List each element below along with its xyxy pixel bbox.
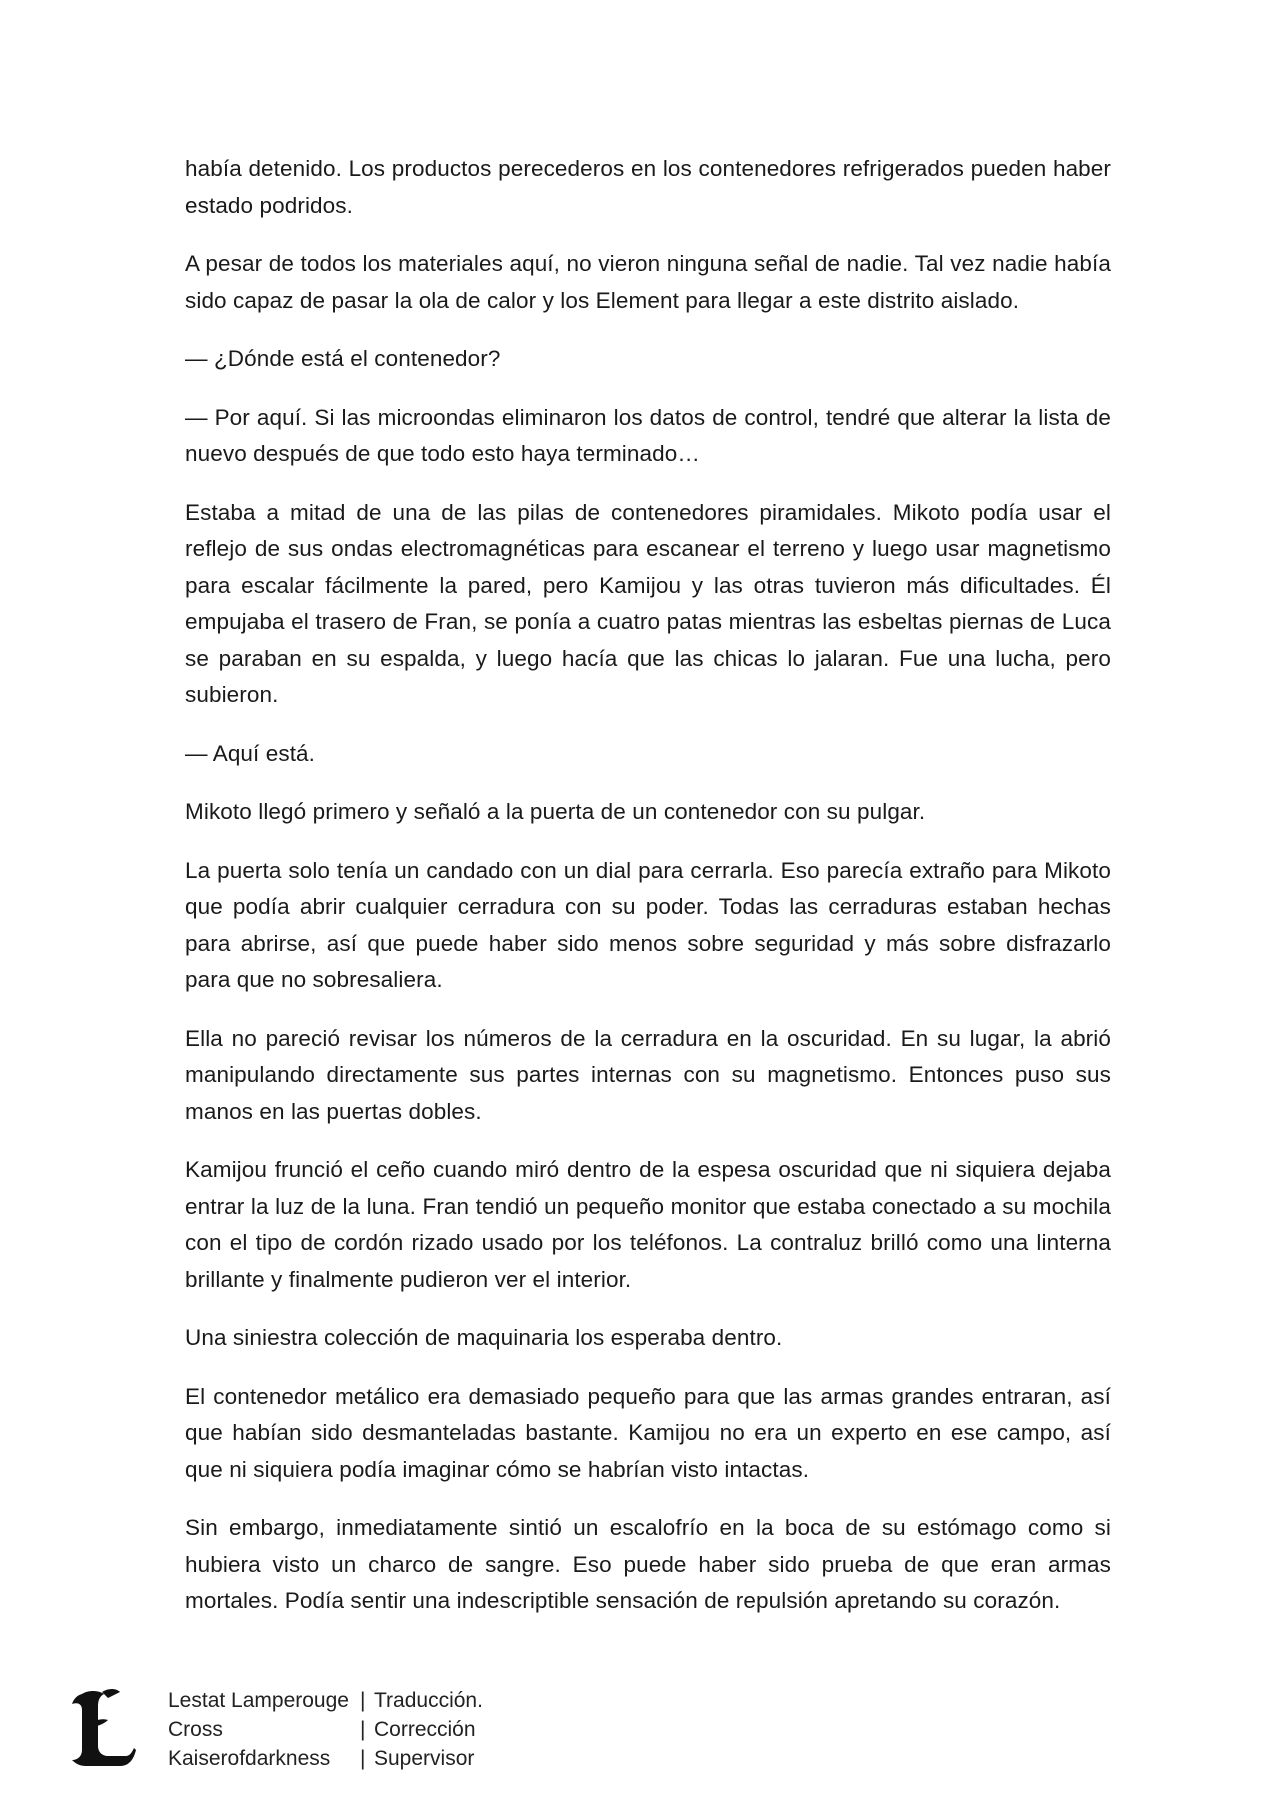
- credit-row: [168, 1686, 483, 1715]
- paragraph: Mikoto llegó primero y señaló a la puerta de un contenedor con su pulgar.: [185, 799, 926, 824]
- credits-list: [168, 1686, 483, 1773]
- paragraph: La puerta solo tenía un candado con un dial para cerrarla. Eso parecía extraño para Mikoto que podía abrir cualquier cerradura con su poder. Todas las cerraduras estaban hechas para abrirse, así que puede haber sido menos sobre seguridad y más sobre disfrazarlo para que no sobresaliera.: [185, 857, 1111, 992]
- credit-role: Traducción.: [374, 1689, 483, 1712]
- credit-role: Corrección: [374, 1718, 476, 1741]
- credit-name: Cross: [168, 1718, 223, 1741]
- dialogue-line: — ¿Dónde está el contenedor?: [185, 346, 501, 371]
- paragraph: El contenedor metálico era demasiado pequeño para que las armas grandes entraran, así que habían sido desmanteladas bastante. Kamijou no era un experto en ese campo, así que ni siquiera podía imaginar cómo se habrían visto intactas.: [185, 1383, 1111, 1482]
- paragraph: Estaba a mitad de una de las pilas de contenedores piramidales. Mikoto podía usar el reflejo de sus ondas electromagnéticas para escanear el terreno y luego usar magnetismo para escalar fácilmente la pared, pero Kamijou y las otras tuvieron más dificultades. Él empujaba el trasero de Fran, se ponía a cuatro patas mientras las esbeltas piernas de Luca se paraban en su espalda, y luego hacía que las chicas lo jalaran. Fue una lucha, pero subieron.: [185, 499, 1111, 707]
- credit-separator: |: [360, 1747, 366, 1770]
- dialogue-line: — Por aquí. Si las microondas eliminaron los datos de control, tendré que alterar la lista de nuevo después de que todo esto haya terminado…: [185, 404, 1111, 466]
- credit-row: [168, 1715, 483, 1744]
- paragraph: Sin embargo, inmediatamente sintió un escalofrío en la boca de su estómago como si hubiera visto un charco de sangre. Eso puede haber sido prueba de que eran armas mortales. Podía sentir una indescriptible sensación de repulsión apretando su corazón.: [185, 1515, 1111, 1613]
- credit-separator: |: [360, 1718, 366, 1741]
- paragraph: A pesar de todos los materiales aquí, no vieron ninguna señal de nadie. Tal vez nadie había sido capaz de pasar la ola de calor y los Element para llegar a este distrito aislado.: [185, 251, 1111, 313]
- credit-row: [168, 1744, 483, 1773]
- credit-name: Kaiserofdarkness: [168, 1747, 331, 1770]
- document-body: [185, 151, 1111, 1642]
- page-footer: [68, 1686, 668, 1776]
- gothic-l-logo: [68, 1686, 138, 1770]
- credit-separator: |: [360, 1689, 366, 1712]
- dialogue-line: — Aquí está.: [185, 740, 316, 766]
- credit-role: Supervisor: [374, 1747, 475, 1770]
- paragraph: había detenido. Los productos perecederos en los contenedores refrigerados pueden haber estado podridos.: [185, 156, 1111, 218]
- paragraph: Una siniestra colección de maquinaria los esperaba dentro.: [185, 1325, 783, 1350]
- paragraph: Kamijou frunció el ceño cuando miró dentro de la espesa oscuridad que ni siquiera dejaba entrar la luz de la luna. Fran tendió un pequeño monitor que estaba conectado a su mochila con el tipo de cordón rizado usado por los teléfonos. La contraluz brilló como una linterna brillante y finalmente pudieron ver el interior.: [185, 1157, 1111, 1292]
- credit-name: Lestat Lamperouge: [168, 1689, 349, 1712]
- paragraph: Ella no pareció revisar los números de la cerradura en la oscuridad. En su lugar, la abrió manipulando directamente sus partes internas con su magnetismo. Entonces puso sus manos en las puertas dobles.: [185, 1025, 1111, 1124]
